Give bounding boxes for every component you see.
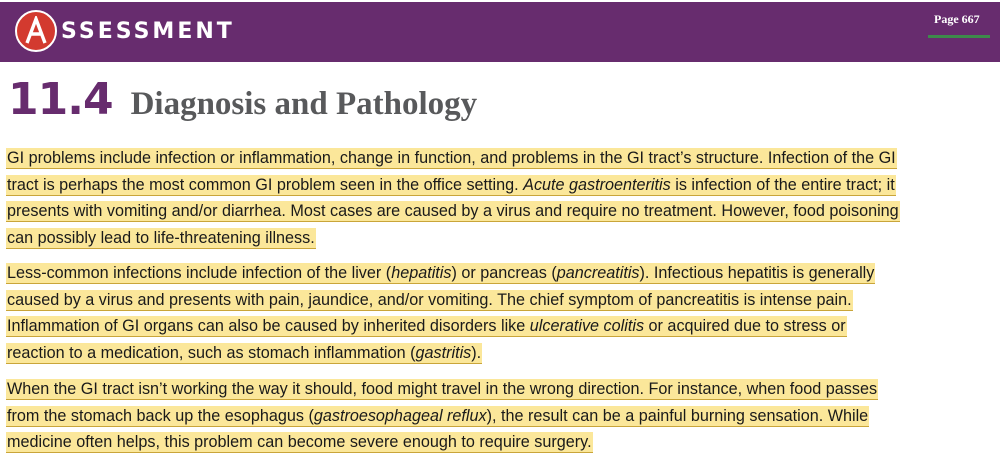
text-run: ). Infectious hepatitis is generally [639, 264, 875, 282]
text-run: When the GI tract isn’t working the way it should, food might travel in the wrong direction. For instance, when food passes [7, 380, 878, 398]
highlighted-text [6, 148, 897, 169]
text-line [6, 260, 996, 287]
text-line [6, 376, 996, 403]
paragraph-less-common-infections [6, 260, 996, 366]
assessment-logo-icon [15, 10, 57, 52]
section-title: Diagnosis and Pathology [130, 86, 478, 122]
header-banner [0, 2, 1000, 62]
text-run: is infection of the entire tract; it [670, 175, 895, 194]
text-line [6, 225, 996, 252]
text-run: reaction to a medication, such as stomach inflammation ( [7, 343, 416, 362]
text-line [6, 145, 996, 172]
page-number: Page 667 [934, 12, 990, 38]
text-run: tract is perhaps the most common GI problem seen in the office setting. [7, 175, 524, 194]
text-line [6, 198, 996, 225]
text-run: from the stomach back up the esophagus ( [7, 406, 314, 425]
text-run: or acquired due to stress or [644, 317, 846, 335]
text-line [6, 313, 996, 340]
text-line [6, 340, 996, 367]
text-line [6, 172, 996, 199]
assessment-logo [15, 10, 235, 52]
highlighted-text [6, 343, 482, 364]
italic-term: gastritis [415, 343, 472, 362]
text-run: presents with vomiting and/or diarrhea. Most cases are caused by a virus and require no treatment. However, food poisoning [7, 202, 899, 220]
italic-term: hepatitis [391, 264, 452, 282]
highlighted-text [6, 432, 593, 453]
text-run: GI problems include infection or inflammation, change in function, and problems in the GI tract’s structure. Infection of the GI [7, 149, 896, 167]
italic-term: Acute gastroenteritis [523, 175, 671, 194]
highlighted-text [6, 175, 896, 196]
italic-term: pancreatitis [556, 264, 640, 282]
italic-term: gastroesophageal reflux [313, 406, 487, 425]
text-run: Inflammation of GI organs can also be caused by inherited disorders like [7, 317, 530, 335]
paragraph-wrong-direction [6, 376, 996, 456]
text-run: medicine often helps, this problem can become severe enough to require surgery. [7, 433, 592, 451]
text-run: caused by a virus and presents with pain, jaundice, and/or vomiting. The chief symptom of pancreatitis is intense pain. [7, 290, 852, 309]
text-run: ). [471, 343, 482, 362]
section-heading [8, 74, 477, 125]
highlighted-text [6, 201, 900, 222]
highlighted-text [6, 406, 869, 427]
italic-term: ulcerative colitis [529, 317, 645, 335]
paragraph-infection [6, 145, 996, 251]
highlighted-text [6, 228, 316, 249]
section-number: 11.4 [8, 74, 113, 125]
text-line [6, 287, 996, 314]
highlighted-text [6, 379, 878, 400]
logo-text: SSESSMENT [61, 18, 235, 44]
highlighted-text [6, 263, 875, 284]
highlighted-text [6, 316, 847, 337]
text-line [6, 429, 996, 456]
text-run: can possibly lead to life-threatening illness. [7, 228, 315, 247]
text-run: Less-common infections include infection of the liver ( [7, 264, 392, 282]
text-line [6, 403, 996, 430]
highlighted-text [6, 290, 853, 311]
text-run: ), the result can be a painful burning sensation. While [486, 406, 869, 425]
text-run: ) or pancreas ( [451, 264, 557, 282]
